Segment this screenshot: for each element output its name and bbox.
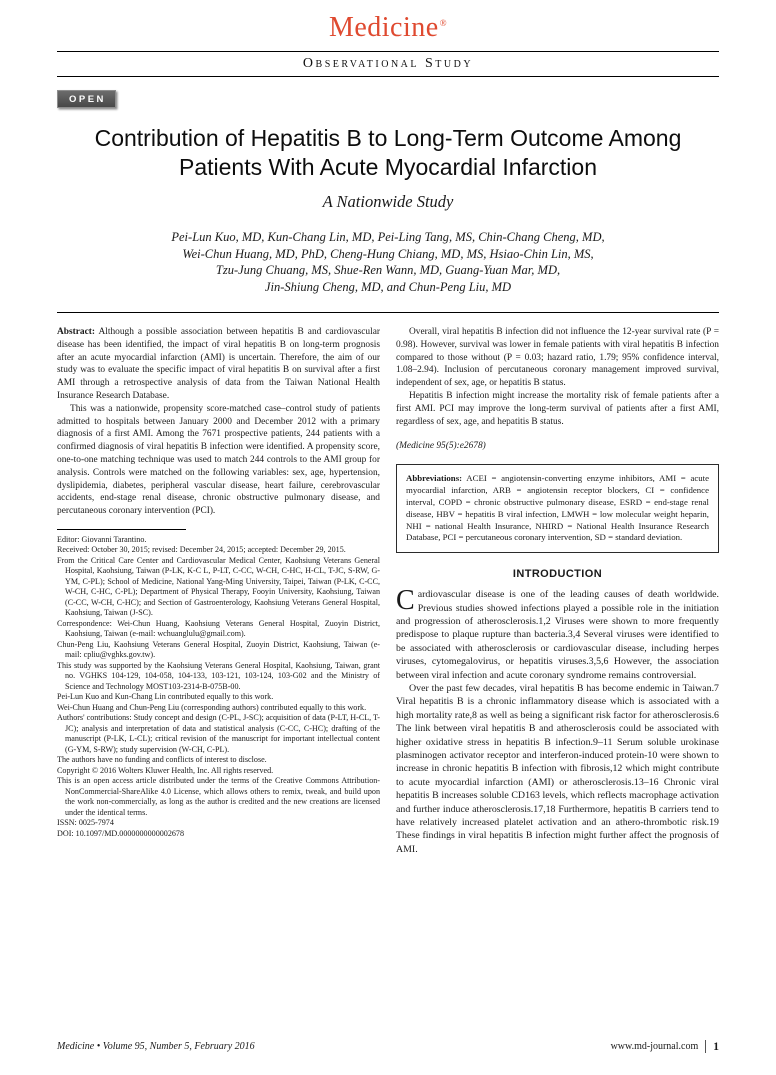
abstract-paragraph: Hepatitis B infection might increase the mortality risk of female patients after a first AMI. PCI may improve the long-term survival of patients after a first AMI, regardless of sex, age, and hepatitis B status. <box>396 390 719 427</box>
footnote-correspondence-2: Chun-Peng Liu, Kaohsiung Veterans General Hospital, Zuoyin District, Kaohsiung, Taiwan (e-mail: cpliu@vghks.gov.tw). <box>57 639 380 660</box>
author-list <box>57 229 719 295</box>
abstract-paragraph: This was a nationwide, propensity score-matched case–control study of patients admitted to hospitals between January 2000 and December 2012 with a primary diagnosis of a first AMI. Among the 7671 prospective patients, 244 patients with a confirmed diagnosis of viral hepatitis B infection were identified. A propensity score, one-to-one matching technique was used to match 244 controls to the AMI group for analysis. Controls were matched on the following variables: sex, age, hypertension, dyslipidemia, diabetes, peripheral vascular disease, heart failure, cerebrovascular accidents, end-stage renal disease, chronic obstructive pulmonary disease, and percutaneous coronary intervention (PCI). <box>57 403 380 517</box>
article-title: Contribution of Hepatitis B to Long-Term Outcome Among Patients With Acute Myocardial Infarction <box>94 125 682 180</box>
footnote-affiliations: From the Critical Care Center and Cardiovascular Medical Center, Kaohsiung Veterans General Hospital, Kaohsiung, Taiwan (P-LK, K-C L, P-LT, C-CC, W-CH, C-HC, H-CL, T-JC, S-RW, G-YM, C-PL); School of Medicine, National Yang-Ming University, Taipei, Taiwan (P-LK, C-CC, W-CH, C-HC, C-PL); Department of Physical Therapy, Fooyin University, Kaohsiung, Taiwan (C-CC, W-CH, C-HC); and Section of Gastroenterology, Kaohsiung Veterans General Hospital, Kaohsiung, Taiwan (J-SC). <box>57 555 380 618</box>
article-subtitle: A Nationwide Study <box>322 192 454 211</box>
introduction-paragraph-text: ardiovascular disease is one of the leading causes of death worldwide. Previous studies showed infections played a possible role in the initiation and progression of atherosclerosis.1,2 Viruses were shown to more frequently predispose to plaque rupture than bacteria.3,4 Several viruses were identified to be associated with atherosclerosis or cardiovascular disease, including herpes viruses, cytomegalovirus, or hepatitis viruses.3,5,6 However, the association between viral infection and acute coronary syndrome remains controversial. <box>396 589 719 681</box>
author-line: Jin-Shiung Cheng, MD, and Chun-Peng Liu, MD <box>264 279 512 294</box>
footnotes <box>57 535 380 840</box>
journal-logo <box>57 12 719 44</box>
masthead-rule-top <box>57 51 719 52</box>
two-column-body <box>57 326 719 856</box>
footnote-funding: This study was supported by the Kaohsiung Veterans General Hospital, Kaohsiung, Taiwan, grant no. VGHKS 104-129, 104-058, 104-133, 103-121, 103-124, 103-G02 and the Ministry of Science and Technology MOST103-2314-B-075B-00. <box>57 660 380 691</box>
footnote-issn: ISSN: 0025-7974 <box>57 818 114 828</box>
footnote-divider <box>57 529 186 530</box>
footnote-copyright: Copyright © 2016 Wolters Kluwer Health, Inc. All rights reserved. <box>57 765 274 775</box>
drop-cap: C <box>396 585 415 617</box>
article-type-banner: Observational Study <box>302 56 474 71</box>
abbreviations-label: Abbreviations: <box>406 473 463 484</box>
registered-mark: ® <box>439 18 448 28</box>
right-column <box>396 326 719 856</box>
footer-journal-name: Medicine <box>57 1041 95 1052</box>
abstract <box>57 326 380 518</box>
header-divider <box>57 312 719 313</box>
footnote-doi: DOI: 10.1097/MD.0000000000002678 <box>57 828 185 838</box>
open-access-badge: OPEN <box>57 90 116 108</box>
footnote-author-contributions: Authors' contributions: Study concept and design (C-PL, J-SC); acquisition of data (P-LT, H-CL, T-JC); analysis and interpretation of data and statistical analysis (C-CC, C-HC); drafting of the manuscript (P-LK, L-CL); critical revision of the manuscript for important intellectual content (G-YM, S-RW); study supervision (W-CH, C-PL). <box>57 713 380 754</box>
introduction-paragraph: Over the past few decades, viral hepatitis B has become endemic in Taiwan.7 Viral hepatitis B is a chronic inflammatory disease which is associated with a high mortality rate,8 as well as being a significant risk factor for atherosclerosis.6 The link between viral hepatitis B and atherosclerosis could be associated with higher oxidative stress in hepatitis B infection.9–11 Serum soluble urokinase plasminogen activator receptor and interferon-induced protein-10 were shown to increase in chronic hepatitis B infection with fibrosis,12 which might contribute to acute myocardial infarction (AMI) or atherosclerosis.13–16 Chronic viral hepatitis B increases soluble CD163 levels, which reflects macrophage activation and further induce atherosclerosis.17,18 Furthermore, hepatitis B carriers tend to have relatively increased platelet activation and an athero-thrombotic risk.19 These findings in viral hepatitis B infection might further affect the prognosis of AMI. <box>396 683 719 855</box>
footnote-disclosure: The authors have no funding and conflicts of interest to disclose. <box>57 755 267 765</box>
article-citation: (Medicine 95(5):e2678) <box>396 441 486 452</box>
footer-right <box>611 1040 719 1053</box>
page-number: 1 <box>713 1040 719 1053</box>
abstract-text: Although a possible association between hepatitis B and cardiovascular disease has been identified, the impact of viral hepatitis B on long-term prognosis after an acute myocardial infarction (AMI) is uncertain. Therefore, the aim of our study was to evaluate the specific impact of viral hepatitis B on survival after a first AMI through a retrospective analysis of data from the Taiwan National Health Insurance Research Database. <box>57 327 380 401</box>
introduction-text <box>396 585 719 856</box>
footnote-editor: Editor: Giovanni Tarantino. <box>57 534 147 544</box>
footer-separator <box>705 1040 706 1053</box>
abbreviations-box <box>396 464 719 553</box>
footnote-correspondence: Correspondence: Wei-Chun Huang, Kaohsiung Veterans General Hospital, Zuoyin District, Kaohsiung, Taiwan (e-mail: wchuanglulu@gmail.com). <box>57 618 380 639</box>
author-line: Wei-Chun Huang, MD, PhD, Cheng-Hung Chiang, MD, MS, Hsiao-Chin Lin, MS, <box>182 246 594 261</box>
abstract-continued <box>396 326 719 428</box>
section-heading-introduction: INTRODUCTION <box>512 568 603 581</box>
abstract-paragraph <box>57 326 380 403</box>
abbreviations-text: ACEI = angiotensin-converting enzyme inhibitors, AMI = acute myocardial infarction, ARB = angiotensin receptor blockers, CI = confidence interval, COPD = chronic obstructive pulmonary disease, ESRD = end-stage renal disease, HBV = hepatitis B viral infection, LMWH = low molecular weight heparin, NHI = national Health Insurance, NHIRD = National Health Insurance Research Database, PCI = percutaneous coronary intervention, SD = standard deviation. <box>406 473 709 543</box>
footnote-equal-contribution: Pei-Lun Kuo and Kun-Chang Lin contributed equally to this work. <box>57 692 274 702</box>
introduction-paragraph <box>396 585 719 682</box>
journal-name: Medicine <box>328 12 439 43</box>
author-line: Tzu-Jung Chuang, MS, Shue-Ren Wann, MD, Guang-Yuan Mar, MD, <box>215 263 561 277</box>
footer-issue-info <box>57 1041 255 1052</box>
abstract-label: Abstract: <box>57 327 96 337</box>
author-line: Pei-Lun Kuo, MD, Kun-Chang Lin, MD, Pei-Ling Tang, MS, Chin-Chang Cheng, MD, <box>171 230 605 244</box>
page-footer <box>57 1040 719 1053</box>
footnote-license: This is an open access article distributed under the terms of the Creative Commons Attribution-NonCommercial-ShareAlike 4.0 License, which allows others to remix, tweak, and build upon the work non-commercially, as long as the author is credited and the new creations are licensed under the identical terms. <box>57 776 380 817</box>
footer-issue-text: • Volume 95, Number 5, February 2016 <box>94 1041 255 1052</box>
left-column <box>57 326 380 856</box>
abstract-paragraph: Overall, viral hepatitis B infection did not influence the 12-year survival rate (P = 0.98). However, survival was lower in female patients with viral hepatitis B infection compared to those without (P = 0.03; hazard ratio, 1.79; 95% confidence interval, 1.08–2.94). Inclusion of percutaneous coronary management improved survival, independent of sex, age, or hepatitis B status. <box>396 327 719 389</box>
footnote-equal-contribution-2: Wei-Chun Huang and Chun-Peng Liu (corresponding authors) contributed equally to this work. <box>57 702 367 712</box>
journal-url-link[interactable]: www.md-journal.com <box>610 1041 699 1052</box>
footnote-dates: Received: October 30, 2015; revised: December 24, 2015; accepted: December 29, 2015. <box>57 545 346 555</box>
